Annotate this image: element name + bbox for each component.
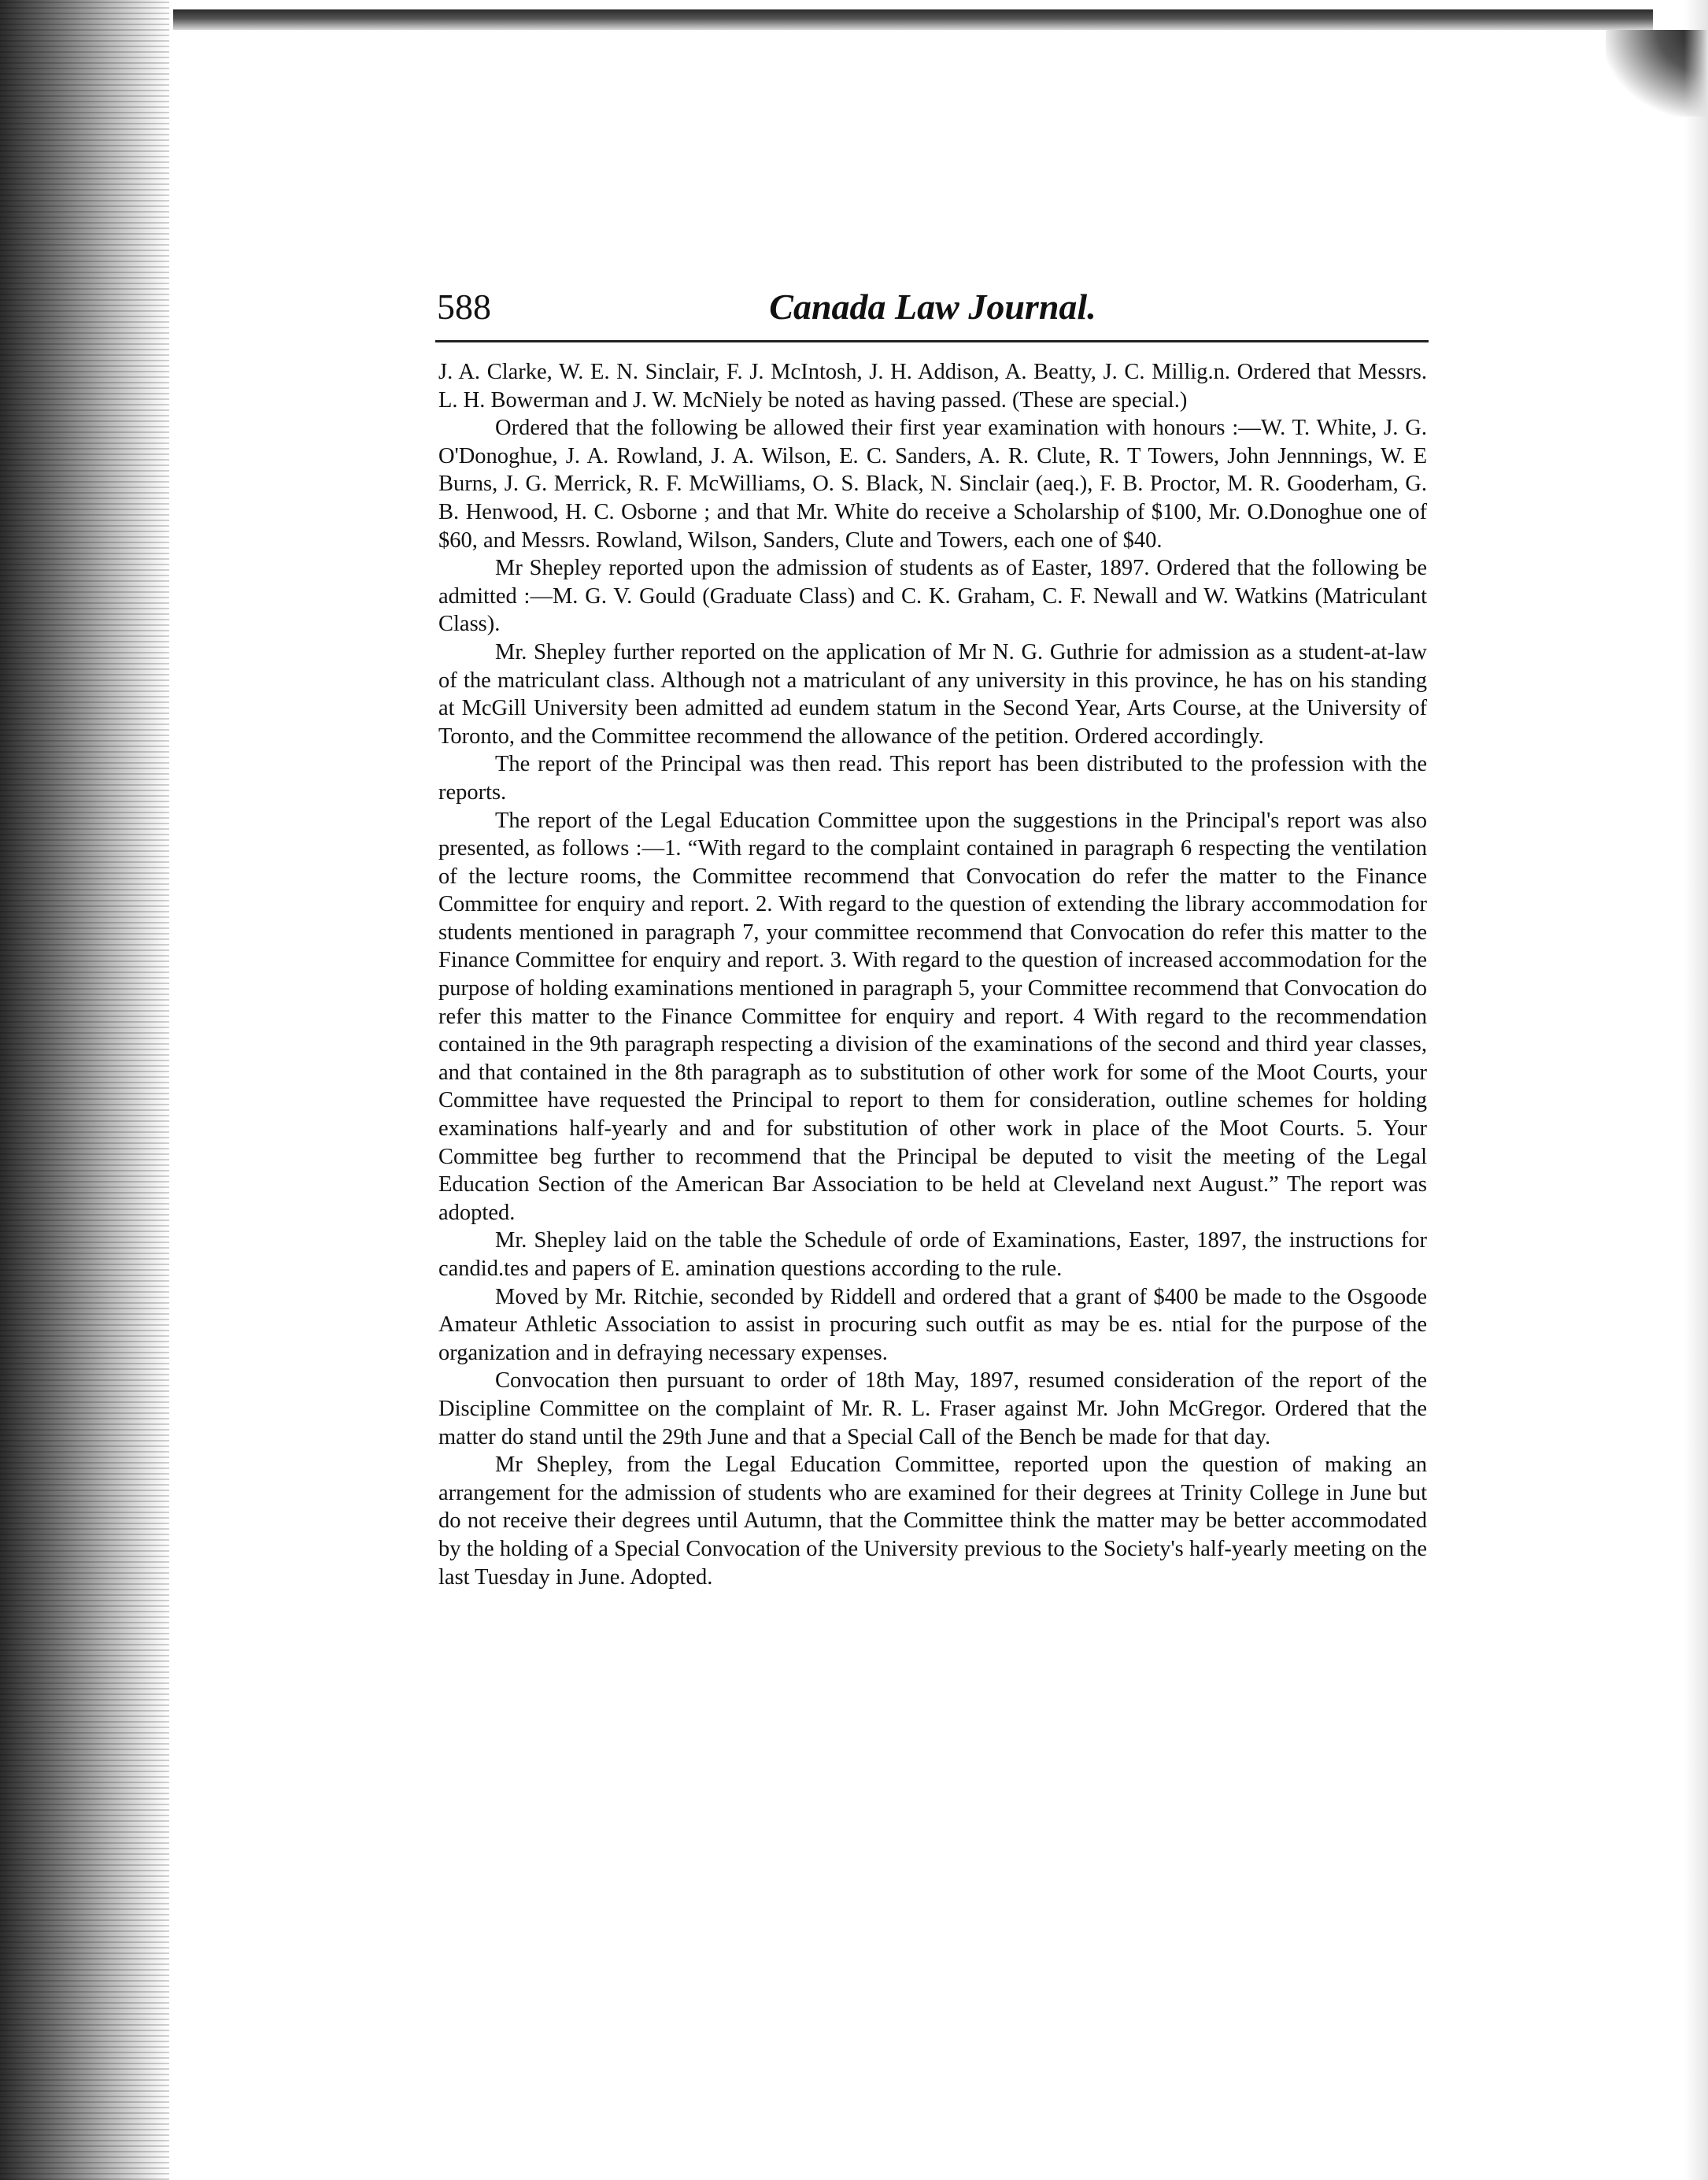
paragraph: Mr Shepley, from the Legal Education Committee, reported upon the question of making an arrangement for the admission of students who are examined for their degrees at Trinity College in June but do not receive their degrees until Autumn, that the Committee think the matter may be better accommodated by the holding of a Special Convocation of the University previous to the Society's half-yearly meeting on the last Tuesday in June. Adopted. [438,1453,1427,1590]
scan-shadow-left [0,0,169,2180]
paragraph: J. A. Clarke, W. E. N. Sinclair, F. J. McIntosh, J. H. Addison, A. Beatty, J. C. Millig.n. Ordered that Messrs. L. H. Bowerman and J. W. McNiely be noted as having passed. (These are special.) [438,360,1427,413]
paragraph: Moved by Mr. Ritchie, seconded by Riddell and ordered that a grant of $400 be made to the Osgoode Amateur Athletic Association to assist in procuring such outfit as may be es. ntial for the purpose of the organization and in defraying necessary expenses. [438,1284,1427,1365]
paragraph: The report of the Principal was then read. This report has been distributed to the profession with the reports. [438,752,1427,805]
journal-title: Canada Law Journal. [769,287,1096,327]
header-rule [435,340,1429,342]
paragraph: The report of the Legal Education Committee upon the suggestions in the Principal's report was also presented, as follows :—1. “With regard to the complaint contained in paragraph 6 respecting the ventilation of the lecture rooms, the Committee recommend that Convocation do refer the matter to the Finance Committee for enquiry and report. 2. With regard to the question of extending the library accommodation for students mentioned in paragraph 7, your committee recommend that Convocation do refer this matter to the Finance Committee for enquiry and report. 3. With regard to the question of increased accommodation for the purpose of holding examinations mentioned in paragraph 5, your Committee recommend that Convocation do refer this matter to the Finance Committee for enquiry and report. 4 With regard to the recommendation contained in the 9th paragraph respecting a division of the examinations of the second and third year classes, and that contained in the 8th paragraph as to substitution of other work for some of the Moot Courts, your Committee have requested the Principal to report to them for consideration, outline schemes for holding examinations half-yearly and and for substitution of other work in place of the Moot Courts. 5. Your Committee beg further to recommend that the Principal be deputed to visit the meeting of the Legal Education Section of the American Bar Association to be held at Cleveland next August.” The report was adopted. [438,808,1427,1225]
paragraph: Mr. Shepley laid on the table the Schedule of orde of Examinations, Easter, 1897, the instructions for candid.tes and papers of E. amination questions according to the rule. [438,1228,1427,1281]
article-body [438,358,1427,1591]
scan-edge-right [1684,0,1708,2180]
paragraph: Convocation then pursuant to order of 18th May, 1897, resumed consideration of the report of the Discipline Committee on the complaint of Mr. R. L. Fraser against Mr. John McGregor. Ordered that the matter do stand until the 29th June and that a Special Call of the Bench be made for that day. [438,1368,1427,1449]
paragraph: Mr. Shepley further reported on the application of Mr N. G. Guthrie for admission as a student-at-law of the matriculant class. Although not a matriculant of any university in this province, he has on his standing at McGill University been admitted ad eundem statum in the Second Year, Arts Course, at the University of Toronto, and the Committee recommend the allowance of the petition. Ordered accordingly. [438,639,1427,749]
scan-edge-top [173,9,1653,30]
paragraph: Ordered that the following be allowed their first year examination with honours :—W. T. White, J. G. O'Donoghue, J. A. Rowland, J. A. Wilson, E. C. Sanders, A. R. Clute, R. T Towers, John Jennnings, W. E Burns, J. G. Merrick, R. F. McWilliams, O. S. Black, N. Sinclair (aeq.), F. B. Proctor, M. R. Gooderham, G. B. Henwood, H. C. Osborne ; and that Mr. White do receive a Scholarship of $100, Mr. O.Donoghue one of $60, and Messrs. Rowland, Wilson, Sanders, Clute and Towers, each one of $40. [438,416,1427,553]
paragraph: Mr Shepley reported upon the admission of students as of Easter, 1897. Ordered that the following be admitted :—M. G. V. Gould (Graduate Class) and C. K. Graham, C. F. Newall and W. Watkins (Matriculant Class). [438,556,1427,637]
page-header [437,283,1429,339]
page-number: 588 [437,287,491,327]
